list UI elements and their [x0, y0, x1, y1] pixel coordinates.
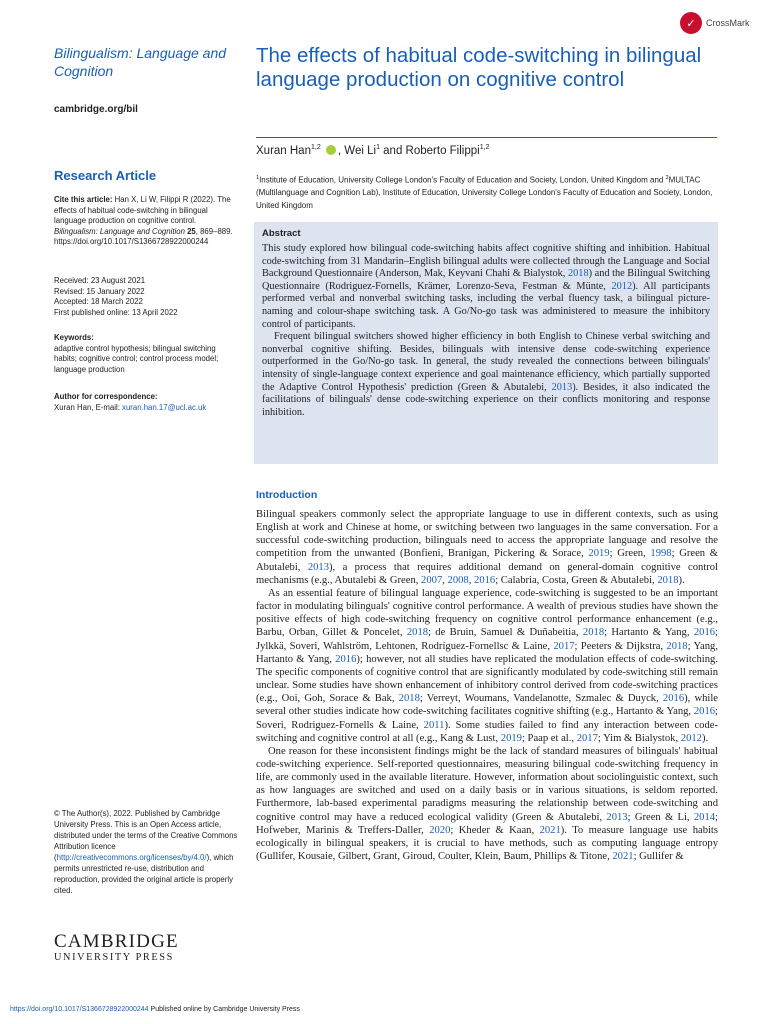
- article-type: Research Article: [54, 168, 157, 183]
- publisher-logo: [54, 932, 179, 964]
- keywords-label: Keywords:: [54, 333, 94, 342]
- correspondence-email-link[interactable]: xuran.han.17@ucl.ac.uk: [122, 402, 207, 412]
- keywords-list: adaptive control hypothesis; bilingual switching habits; cognitive control; control process model; language production: [54, 343, 219, 374]
- received-date: Received: 23 August 2021: [54, 276, 146, 285]
- reference-link[interactable]: 2012: [680, 732, 702, 744]
- orcid-icon[interactable]: [326, 145, 336, 155]
- reference-link[interactable]: 2008: [447, 574, 469, 586]
- correspondence-block: [54, 392, 239, 413]
- reference-link[interactable]: 2020: [429, 824, 451, 836]
- dates-block: [54, 276, 239, 318]
- reference-link[interactable]: 2012: [611, 280, 633, 292]
- reference-link[interactable]: 2013: [307, 561, 330, 573]
- abstract-box: [254, 222, 718, 464]
- author-name: , Wei Li: [337, 144, 377, 157]
- article-title: The effects of habitual code-switching in bilingual language production on cognitive control: [256, 44, 702, 91]
- crossmark-badge[interactable]: [680, 12, 750, 34]
- revised-date: Revised: 15 January 2022: [54, 286, 145, 296]
- reference-link[interactable]: 2021: [539, 824, 561, 836]
- affiliation-mark: 2: [665, 175, 669, 181]
- reference-link[interactable]: 2018: [582, 627, 605, 639]
- crossmark-label: CrossMark: [706, 18, 750, 28]
- affiliations: [256, 172, 718, 212]
- affiliation-mark: 1: [256, 175, 260, 181]
- citation-block: [54, 195, 239, 248]
- publisher-logo-line1: CAMBRIDGE: [54, 931, 179, 952]
- reference-link[interactable]: 2014: [693, 811, 716, 823]
- citation-pages-doi: , 869–889. https://doi.org/10.1017/S1366728922000244: [54, 226, 233, 247]
- author-name: Xuran Han: [256, 144, 311, 157]
- reference-link[interactable]: 2011: [423, 719, 445, 731]
- license-link[interactable]: http://creativecommons.org/licenses/by/4.0/: [56, 853, 207, 862]
- reference-link[interactable]: 2018: [666, 640, 688, 652]
- correspondence-label: Author for correspondence:: [54, 392, 158, 401]
- citation-text: Han X, Li W, Filippi R (2022). The effects of habitual code-switching in bilingual language production on cognitive control.: [54, 195, 231, 226]
- reference-link[interactable]: 1998: [650, 548, 672, 560]
- citation-label: Cite this article:: [54, 195, 113, 204]
- author-affiliation-mark: 1,2: [310, 144, 321, 151]
- body-paragraph: Bilingual speakers commonly select the appropriate language to use in different contexts, such as using English at work and Chinese at home, or switching between two languages in the same conversation. For a successful code-switching production, bilinguals need to access the appropriate language and resolve the competition from the unwanted (Bonfieni, Branigan, Pickering & Sorace, 2019; Green, 1998; Green & Abutalebi, 2013), a process that requires additional demand on general-domain cognitive control mechanisms (e.g., Abutalebi & Green, 2007, 2008, 2016; Calabria, Costa, Green & Abutalebi, 2018).: [256, 509, 718, 586]
- page-footer: [10, 1006, 300, 1013]
- body-paragraph: As an essential feature of bilingual language experience, code-switching is suggested to be an important factor in modulating bilinguals' cognitive control performance. A wealth of previous studies have shown the positive effects of high code-switching frequency on cognitive control performance enhancement (e.g., Barbu, Orban, Gillet & Poncelet, 2018; de Bruin, Samuel & Duñabeitia, 2018; Hartanto & Yang, 2016; Jylkkä, Soveri, Wahlström, Lehtonen, Rodríguez-Fornellsc & Laine, 2017; Peeters & Dijkstra, 2018; Yang, Hartanto & Yang, 2016); however, not all studies have replicated the modulation effects of code-switching. The specific components of cognitive control that are significantly modulated by code-switching still remain unclear. Some studies have shown enhancement of inhibitory control derived from code-switching practices (e.g., Ooi, Goh, Sorace & Bak, 2018; Verreyt, Woumans, Vandelanotte, Szmalec & Duyck, 2016), while several other studies indicate how code-switching facilitates cognitive shifting (e.g., Hartanto & Yang, 2016; Soveri, Rodriguez-Fornells & Laine, 2011). Some studies failed to find any interaction between code-switching and cognitive control at all (e.g., Kang & Lust, 2019; Paap et al., 2017; Yim & Bialystok, 2012).: [256, 587, 719, 744]
- reference-link[interactable]: 2019: [500, 732, 522, 744]
- footer-doi-link[interactable]: https://doi.org/10.1017/S1366728922000244: [10, 1006, 149, 1013]
- footer-text: Published online by Cambridge University Press: [148, 1006, 300, 1013]
- reference-link[interactable]: 2016: [662, 693, 685, 705]
- license-text-end: ), which permits unrestricted re-use, distribution and reproduction, provided the original article is properly cited.: [54, 853, 234, 895]
- reference-link[interactable]: 2016: [693, 627, 716, 639]
- publisher-logo-line2: UNIVERSITY PRESS: [54, 952, 174, 963]
- accepted-date: Accepted: 18 March 2022: [54, 297, 143, 307]
- reference-link[interactable]: 2017: [553, 640, 575, 652]
- citation-journal: Bilingualism: Language and Cognition: [54, 226, 185, 236]
- reference-link[interactable]: 2018: [657, 574, 679, 586]
- license-text: © The Author(s), 2022. Published by Cambridge University Press. This is an Open Access article, distributed under the terms of the Creative Commons Attribution licence (: [54, 809, 238, 862]
- correspondence-name: Xuran Han, E-mail:: [54, 402, 123, 412]
- crossmark-icon: ✓: [680, 12, 702, 34]
- published-date: First published online: 13 April 2022: [54, 307, 178, 317]
- author-name: and Roberto Filippi: [379, 144, 480, 157]
- author-affiliation-mark: 1,2: [479, 144, 490, 151]
- citation-volume: 25: [184, 226, 196, 236]
- reference-link[interactable]: 2016: [693, 706, 716, 718]
- abstract-paragraph: This study explored how bilingual code-switching habits affect cognitive shifting and inhibition. Habitual code-switching from 31 Mandarin–English bilingual adults were collected through the Language and Social Background Questionnaire (Anderson, Mak, Keyvani Chahi & Bialystok, 2018) and the Bilingual Switching Questionnaire (Rodriguez-Fornells, Krämer, Lorenzo-Seva, Festman & Münte, 2012). All participants performed verbal and nonverbal switching tasks, including the verbal fluency task, a bilingual picture-naming and colour-shape switching task. A Go/No-go task was administered to measure the inhibitory control of participants.: [262, 243, 710, 330]
- reference-link[interactable]: 2013: [606, 811, 628, 823]
- abstract-paragraph: Frequent bilingual switchers showed higher efficiency in both English to Chinese verbal switching and nonverbal cognitive shifting. Besides, bilinguals with intensive dense code-switching experience outperformed in the Go/No-go task. In general, the study revealed the connections between bilinguals' intensity of single-language context experience and goal maintenance efficiency, which partially supported the Adaptive Control Hypothesis' prediction (Green & Abutalebi, 2013). Besides, it also indicated the facilitations of bilinguals' dense code-switching experience on their conflicts monitoring and response inhibition.: [262, 331, 710, 418]
- author-list: [256, 144, 489, 157]
- reference-link[interactable]: 2017: [576, 732, 598, 744]
- reference-link[interactable]: 2018: [406, 627, 429, 639]
- abstract-heading: Abstract: [262, 228, 301, 239]
- journal-name: Bilingualism: Language and Cognition: [54, 45, 227, 79]
- author-affiliation-mark: 1: [376, 144, 380, 151]
- introduction-heading: Introduction: [256, 489, 318, 501]
- reference-link[interactable]: 2018: [568, 268, 589, 280]
- reference-link[interactable]: 2018: [398, 693, 420, 705]
- reference-link[interactable]: 2016: [335, 653, 357, 665]
- reference-link[interactable]: 2013: [551, 381, 573, 393]
- reference-link[interactable]: 2019: [588, 548, 610, 560]
- reference-link[interactable]: 2016: [474, 574, 496, 586]
- title-divider: [256, 137, 717, 138]
- affiliation-text: MULTAC (Multilanguage and Cognition Lab), Institute of Education, University College London's Faculty of Education and Society, London, United Kingdom: [256, 175, 713, 210]
- reference-link[interactable]: 2021: [612, 851, 634, 863]
- journal-url[interactable]: cambridge.org/bil: [54, 104, 138, 115]
- introduction-body: [256, 508, 718, 863]
- body-paragraph: One reason for these inconsistent findings might be the lack of standard measures of bilinguals' habitual code-switching experience. Self-reported questionnaires, measuring bilingual code-switching frequency in life, are commonly used in the available literature. However, information about sociolinguistic context, such as how languages are switched and used on a daily basis or in various situations, is seldom reported. Furthermore, lab-based experimental paradigms measuring the relationship between code-switching and cognitive control may have a reduced ecological validity (Green & Abutalebi, 2013; Green & Li, 2014; Hofweber, Marinis & Treffers-Daller, 2020; Kheder & Kaan, 2021). To measure language use habits ecologically in bilingual speakers, it is crucial to have methods, such as computing language entropy (Gullifer, Kousaie, Gilbert, Grant, Giroud, Coulter, Klein, Baum, Phillips & Titone, 2021; Gullifer &: [256, 745, 719, 863]
- keywords-block: [54, 333, 239, 375]
- license-block: [54, 808, 239, 896]
- reference-link[interactable]: 2007: [421, 574, 443, 586]
- affiliation-text: Institute of Education, University College London's Faculty of Education and Society, London, United Kingdom and: [259, 175, 666, 185]
